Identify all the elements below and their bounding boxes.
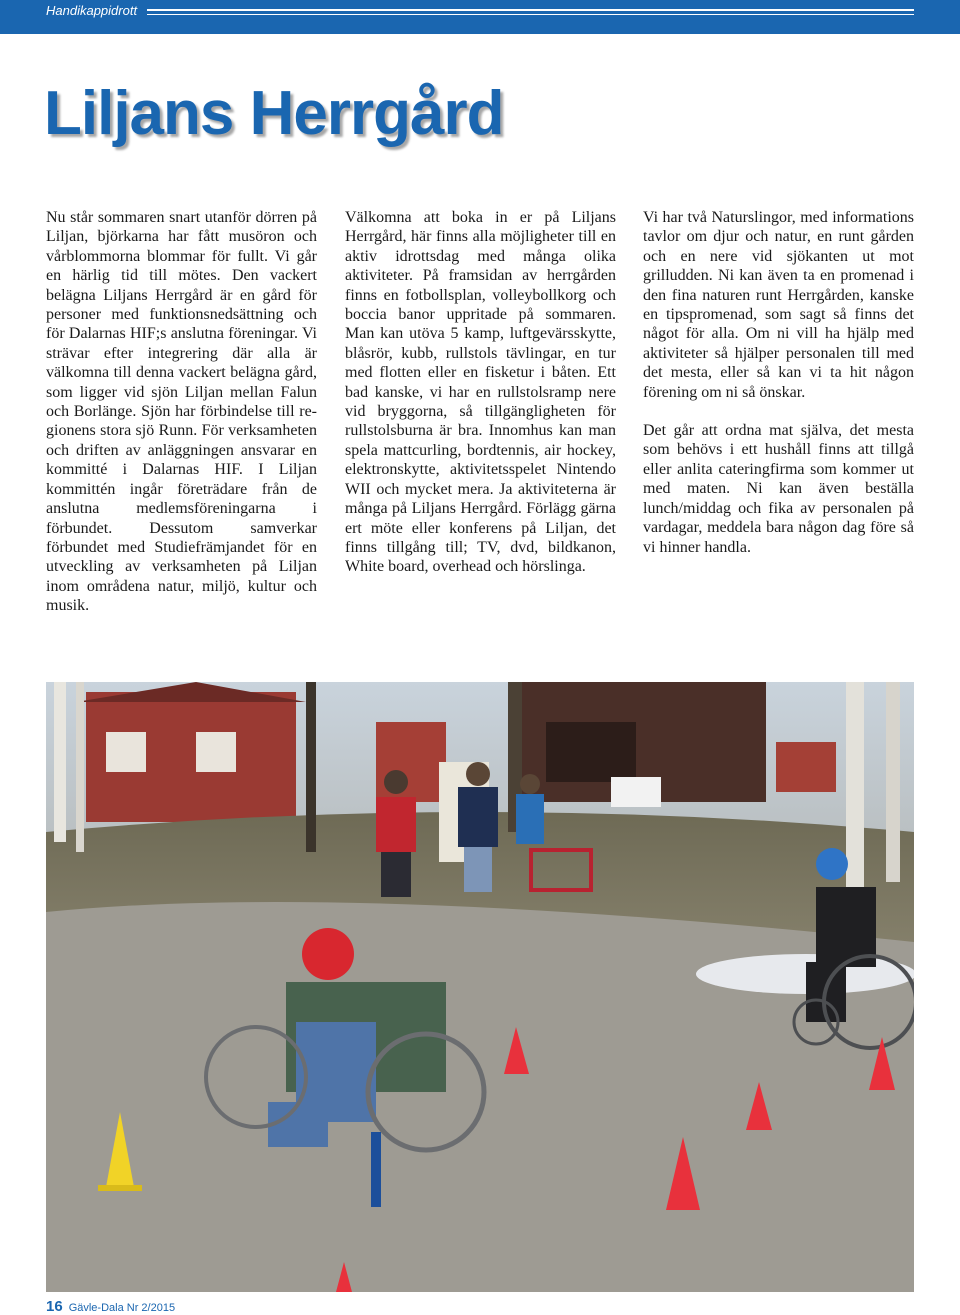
header-rule (147, 14, 914, 15)
article-title: Liljans Herrgård (44, 79, 504, 148)
section-label: Handikappidrott (46, 3, 138, 18)
photo-wheelchair-activity (46, 682, 914, 1292)
page-number: 16 (46, 1298, 63, 1315)
body-paragraph: Vi har två Naturslingor, med informations tavlor om djur och natur, en runt gården och en nere vid sjökanten ut mot grilludden. Ni kan även ta en promenad i den fina naturen runt Herrgården, kanske en tipspromenad, som sagt så finns det något för alla. Om ni vill ha hjälp med aktiviteter så hjälper personalen till med det mesta, eller så kan vi ta hit någon förening om ni så önskar. (643, 209, 914, 401)
text-column-2 (345, 208, 616, 577)
text-column-3 (643, 208, 914, 557)
page-footer (46, 1298, 175, 1315)
body-paragraph: Det går att ordna mat själva, det mesta som behövs i ett hushåll finns att tillgå eller anlita cateringfirma som kommer ut med maten. Ni kan även beställa lunch/middag och fika av personalen på vardagar, meddela bara någon dag före så vi hinner handla. (643, 422, 914, 556)
body-paragraph: Välkomna att boka in er på Liljans Herrgård, här finns alla möjligheter till en aktiv idrottsdag med många olika aktiviteter. På framsidan av herrgården finns en fotbollsplan, volleybollkorg och boccia banor uppritade på sommaren. Man kan utöva 5 kamp, luftgevärsskytte, blåsrör, kubb, rullstols tävlingar, en tur med flotten eller en fisketur i båten. Ett bad kanske, vi har en rullstolsramp nere vid bryggorna, så tillgängligheten för rullstolsburna är bra. Innomhus kan man spela mattcurling, bordtennis, air hockey, elektronskytte, aktivitetsspelet Nintendo WII och mycket mera. Ja aktiviteterna är många på Liljans Herrgård. Förlägg gärna ert möte eller konferens på Liljan, det finns tillgång till; TV, dvd, bildkanon, White board, overhead och hörslinga. (345, 209, 616, 576)
body-paragraph: Nu står sommaren snart utanför dörren på Liljan, björkarna har fått musöron och vårblommorna blommar för fullt. Vi går en härlig tid till mötes. Den vackert belägna Liljans Herrgård är en gård för personer med funktionsnedsättning och för Dalarnas HIF;s anslutna föreningar. Vi strävar efter integrering där alla är välkomna till denna vackert belägna gård, som ligger vid sjön Liljan mellan Falun och Borlänge. Sjön har förbindelse till regionens stora sjö Runn. För verksamheten och driften av anläggningen ansvarar en kommitté i Dalarnas HIF. I Liljan kommittén ingår företrädare från de anslutna medlemsföreningarna i förbundet. Dessutom samverkar förbundet med Studiefrämjandet för en utveckling av verksamheten på Liljan inom områdena natur, miljö, kultur och musik. (46, 209, 317, 615)
header-rule (147, 9, 914, 11)
text-column-1 (46, 208, 317, 616)
header-bar (0, 0, 960, 34)
publication-name: Gävle-Dala Nr 2/2015 (68, 1302, 176, 1314)
article-photo (46, 682, 914, 1292)
